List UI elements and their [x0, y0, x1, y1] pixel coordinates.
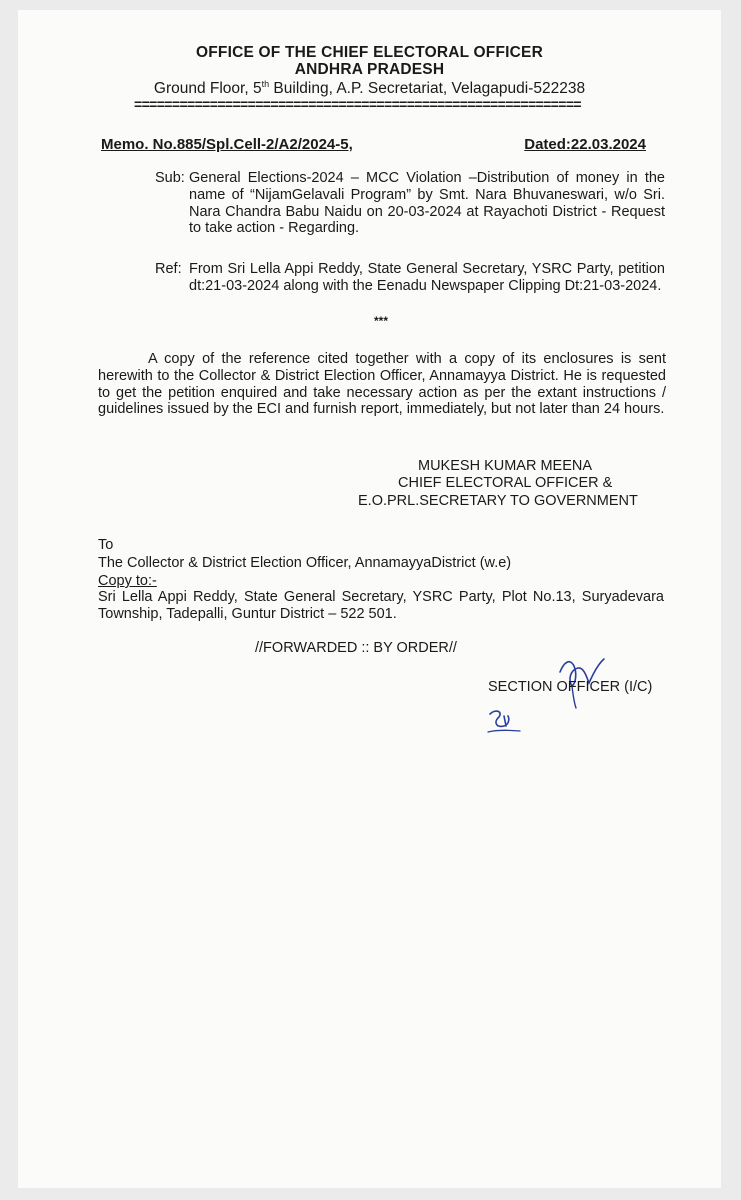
- address-part-1: Ground Floor, 5: [153, 80, 262, 98]
- reference-label: Ref:: [155, 261, 182, 277]
- header-double-rule: ===========================================================: [134, 96, 581, 112]
- copy-to-text: Sri Lella Appi Reddy, State General Secretary, YSRC Party, Plot No.13, Suryadevara Township, Tadepalli, Guntur District – 522 501.: [98, 589, 664, 622]
- memo-date: Dated:22.03.2024: [524, 136, 646, 153]
- handwritten-initials: [484, 704, 524, 740]
- memo-number: Memo. No.885/Spl.Cell-2/A2/2024-5,: [101, 136, 353, 153]
- memo-document: [18, 10, 721, 1188]
- to-addressee: The Collector & District Election Officer, AnnamayyaDistrict (w.e): [98, 555, 512, 571]
- address-part-2: Building, A.P. Secretariat, Velagapudi-522238: [269, 80, 586, 98]
- signatory-title: CHIEF ELECTORAL OFFICER &: [398, 475, 613, 491]
- subject-text: General Elections-2024 – MCC Violation –Distribution of money in the name of “NijamGelavali Program” by Smt. Nara Bhuvaneswari, w/o Sri. Nara Chandra Babu Naidu on 20-03-2024 at Rayachoti District - Request to take action - Regarding.: [189, 170, 665, 237]
- to-label: To: [98, 537, 114, 553]
- subject-label: Sub:: [155, 170, 185, 186]
- state-heading: ANDHRA PRADESH: [294, 61, 445, 78]
- reference-text: From Sri Lella Appi Reddy, State General Secretary, YSRC Party, petition dt:21-03-2024 along with the Eenadu Newspaper Clipping Dt:21-03-2024.: [189, 261, 665, 294]
- forwarded-by-order: //FORWARDED :: BY ORDER//: [255, 640, 457, 656]
- address-superscript: th: [261, 79, 270, 89]
- signatory-designation: E.O.PRL.SECRETARY TO GOVERNMENT: [358, 493, 638, 509]
- signatory-name: MUKESH KUMAR MEENA: [418, 458, 593, 474]
- section-separator: ***: [374, 314, 389, 328]
- office-heading: OFFICE OF THE CHIEF ELECTORAL OFFICER: [196, 44, 543, 61]
- section-officer-designation: SECTION OFFICER (I/C): [488, 679, 653, 695]
- copy-to-label: Copy to:-: [98, 573, 157, 589]
- body-paragraph: A copy of the reference cited together with a copy of its enclosures is sent herewith to the Collector & District Election Officer, Annamayya District. He is requested to get the petition enquired and take necessary action as per the extant instructions / guidelines issued by the ECI and furnish report, immediately, but not later than 24 hours.: [98, 351, 666, 418]
